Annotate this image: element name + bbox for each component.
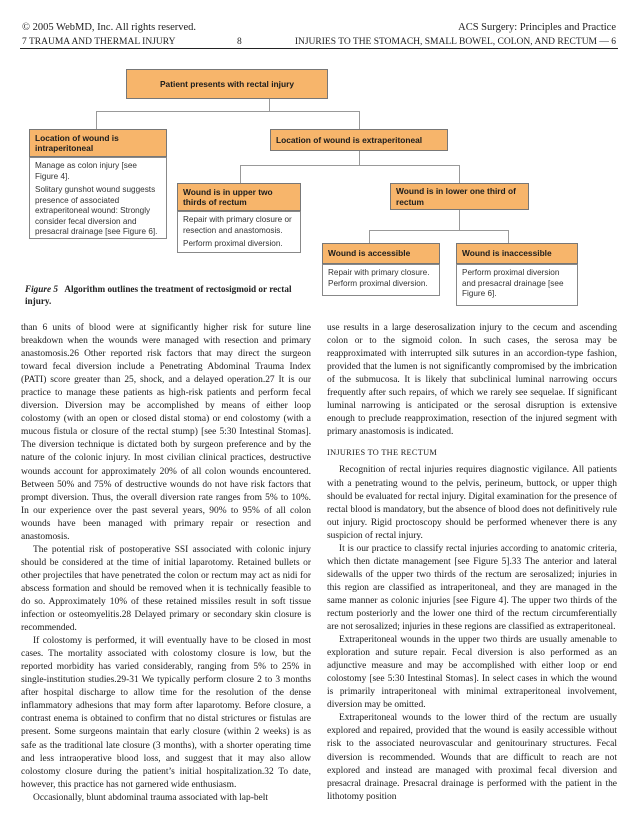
inaccessible-action-box <box>456 264 578 306</box>
book-title: ACS Surgery: Principles and Practice <box>458 22 616 33</box>
accessible-action-box <box>322 264 440 296</box>
intraperitoneal-action-box <box>29 157 167 239</box>
accessible-box <box>322 243 440 264</box>
start-label: Patient presents with rectal injury <box>159 78 295 89</box>
body-paragraph: Extraperitoneal wounds to the lower third of the rectum are usually explored and repaired, provided that the wound is easily accessible without risk to the associated neurovascular and genitourinary structures. Fecal diversion is recommended. Wounds that are difficult to reach are not explored and instead are managed with proximal fecal diversion and presacral drainage. Presacral drainage is performed with the patient in the lithotomy position <box>327 713 617 802</box>
accessible-action-2: Perform proximal diversion. <box>328 278 428 288</box>
upper-rectum-action-1: Repair with primary closure or resection and anastomosis. <box>183 215 292 235</box>
body-paragraph: use results in a large deserosalization injury to the cecum and ascending colon or to the sigmoid colon. In such cases, the serosa may be reapproximated with interrupted silk sutures in an accordion-type fashion, provided that the lumen is not significantly compromised by the imbrication of the submucosa. It is likely that subclinical luminal narrowing occurs frequently after such repairs, of which we rarely see sequelae. If significant luminal narrowing is anticipated or the serosal disruption is extensive enough to preclude reapproximation, resection of the injured segment with primary anastomosis is indicated. <box>327 323 617 438</box>
section-heading: INJURIES TO THE RECTUM <box>327 448 438 458</box>
extraperitoneal-label: Location of wound is extraperitoneal <box>276 134 423 145</box>
figure-caption <box>25 283 295 308</box>
body-paragraph: Occasionally, blunt abdominal trauma associated with lap-belt <box>33 792 268 803</box>
intraperitoneal-label: Location of wound is intraperitoneal <box>35 132 119 153</box>
intraperitoneal-action-2: Solitary gunshot wound suggests presence of associated extraperitoneal wound: Strongly consider fecal diversion and presacral drainage [see Figure 6]. <box>35 185 158 236</box>
body-paragraph: Recognition of rectal injuries requires diagnostic vigilance. All patients with a penetrating wound to the pelvis, perineum, buttock, or upper thigh should be evaluated for rectal injury. Digital examination for the presence of rectal blood is mandatory, but the absence of blood does not definitively rule out injury. Rigid proctoscopy should be performed whenever there is any suspicion of rectal injury. <box>327 465 617 541</box>
upper-rectum-box <box>177 183 301 211</box>
header-rule <box>20 48 618 49</box>
chapter-title: INJURIES TO THE STOMACH, SMALL BOWEL, COLON, AND RECTUM — 6 <box>294 37 616 47</box>
inaccessible-label: Wound is inaccessible <box>462 248 552 259</box>
body-paragraph: than 6 units of blood were at significantly higher risk for suture line breakdown when the wounds were managed with resection and primary anastomosis.26 Other reported risk factors that may direct the surgeon toward fecal diversion include a Penetrating Abdominal Trauma Index (PATI) score greater than 25, shock, and a delayed operation.27 It is our practice to manage these patients as high-risk patients and perform fecal diversion. Diversion may be accomplished by means of either loop colostomy (with an open or closed distal stoma) or end colostomy (with a mucous fistula or closure of the rectal stump) [see 5:30 Intestinal Stomas]. The diversion technique is dictated both by surgeon preference and by the nature of the colonic injury. In most civilian clinical practices, destructive wounds account for approximately 20% of all colon wounds encountered. Between 50% and 75% of destructive wounds do not have risk factors that prompt diversion. Thus, the overall diversion rate ranges from 5% to 10%. In our experience over the past several years, 90% to 95% of all colon wounds have been managed with primary repair or resection and anastomosis. <box>21 323 311 542</box>
copyright-notice: © 2005 WebMD, Inc. All rights reserved. <box>22 22 197 33</box>
accessible-label: Wound is accessible <box>328 248 411 259</box>
lower-rectum-box <box>390 183 529 210</box>
page-number: 8 <box>237 37 242 47</box>
right-column <box>327 322 617 804</box>
upper-rectum-label: Wound is in upper two thirds of rectum <box>183 186 273 207</box>
lower-rectum-label: Wound is in lower one third of rectum <box>396 186 516 207</box>
body-paragraph: If colostomy is performed, it will eventually have to be closed in most cases. The mortality associated with colostomy closure is low, but the reported morbidity has varied considerably, ranging from 5% to 25% in single-institution studies.29-31 We typically perform closure 2 to 3 months after hospital discharge to allow time for the resolution of the dense inflammatory adhesions that may form after laparotomy. Before closure, a contrast enema is obtained to confirm that no distal strictures or fistulas are present. Some surgeons maintain that early closure (within 2 weeks) is as safe as the traditional late closure (3 months), with a shorter operating time and less intraoperative blood loss, and suggest that it may also allow colostomy closure during the patient’s initial hospitalization.32 To date, however, this practice has not garnered wide enthusiasm. <box>21 636 311 790</box>
start-box <box>126 69 328 99</box>
accessible-action-1: Repair with primary closure. <box>328 268 430 277</box>
inaccessible-action: Perform proximal diversion and presacral drainage [see Figure 6]. <box>462 268 564 298</box>
upper-rectum-action-2: Perform proximal diversion. <box>183 239 283 248</box>
upper-rectum-action-box <box>177 211 301 253</box>
inaccessible-box <box>456 243 578 264</box>
intraperitoneal-box <box>29 129 167 157</box>
left-column <box>21 322 311 805</box>
body-paragraph: It is our practice to classify rectal injuries according to anatomic criteria, which then dictate management [see Figure 5].33 The anterior and lateral sidewalls of the upper two thirds of the rectum are serosalized; injuries in this region are classified as intraperitoneal, and they are managed in the same manner as colonic injuries [see Figure 4]. The upper two thirds of the rectum posteriorly and the lower one third of the rectum circumferentially are not serosalized; injuries in these regions are classified as extraperitoneal. <box>327 543 617 633</box>
body-paragraph: Extraperitoneal wounds in the upper two thirds are usually amenable to exploration and suture repair. Fecal diversion is also performed as an adjunctive measure and may be accomplished with either loop or end colostomy [see 5:30 Intestinal Stomas]. In select cases in which the wound is primarily intraperitoneal with minimal extraperitoneal involvement, diversion may be omitted. <box>327 635 617 711</box>
intraperitoneal-action-1: Manage as colon injury [see Figure 4]. <box>35 161 137 181</box>
body-paragraph: The potential risk of postoperative SSI associated with colonic injury should be considered at the time of initial laparotomy. Retained bullets or other projectiles that have penetrated the colon or rectum may act as nidi for abscess formation and should be removed when it is technically feasible to do so. Approximately 10% of these retained missiles result in soft tissue infection or osteomyelitis.28 Delayed primary or secondary skin closure is recommended. <box>21 544 311 634</box>
section-title: 7 TRAUMA AND THERMAL INJURY <box>22 37 176 47</box>
figure-caption-text: Algorithm outlines the treatment of rectosigmoid or rectal injury. <box>25 284 292 307</box>
figure-label: Figure 5 <box>25 284 58 294</box>
extraperitoneal-box <box>270 129 448 151</box>
